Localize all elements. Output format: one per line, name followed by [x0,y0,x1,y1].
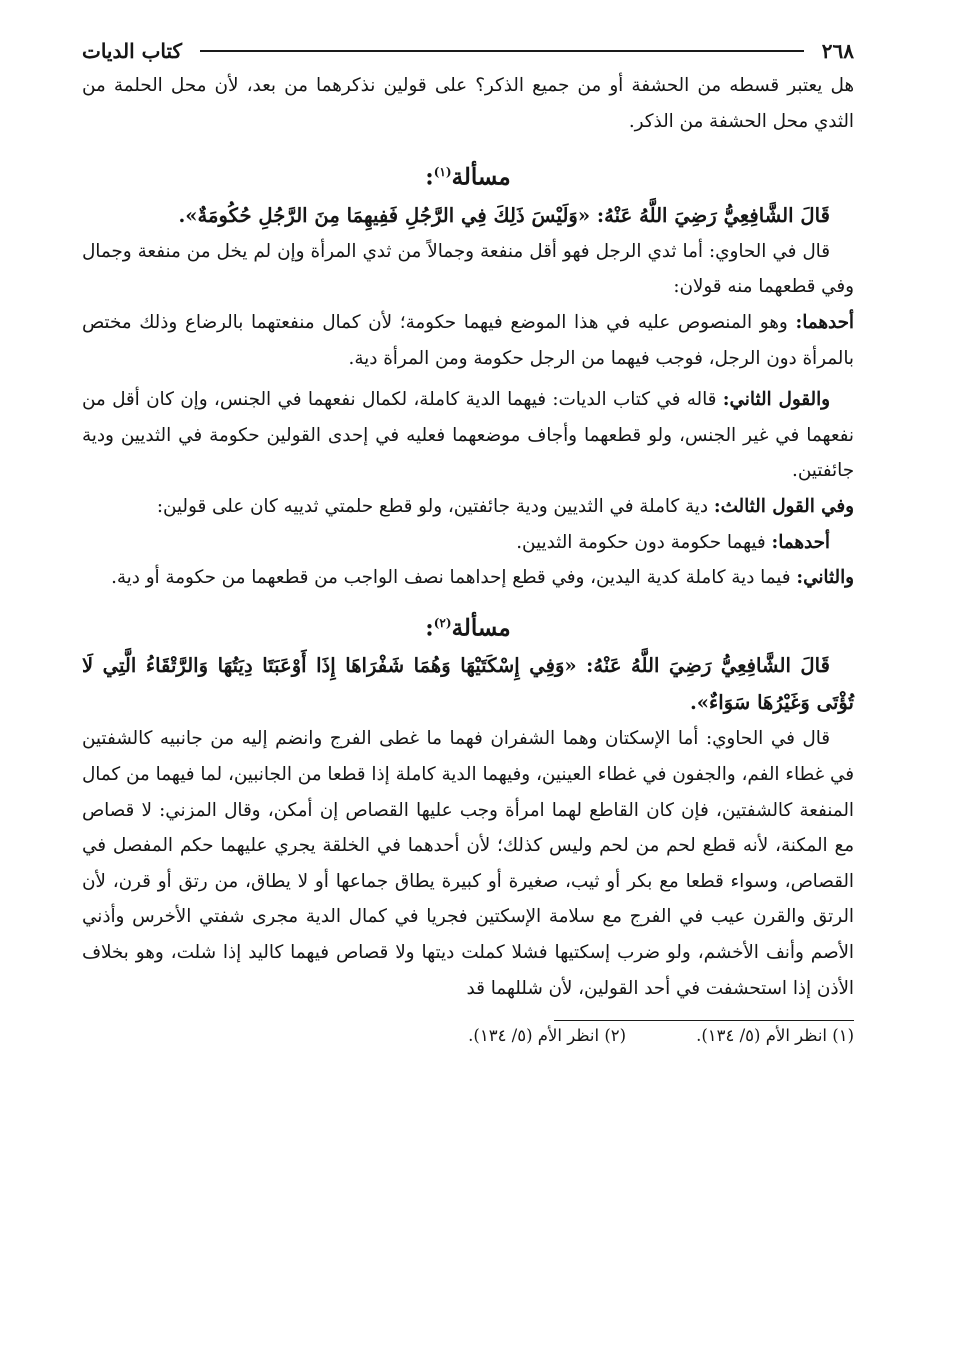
second-opinion-paragraph: والقول الثاني: قاله في كتاب الديات: فيهما الدية كاملة، لكمال نفعهما في الجنس، وإن كان أقل من نفعهما في غير الجنس، ولو قطعهما وأجاف موضعهما فعليه في إحدى القولين حكومة في الثديين ودية جائفتين. [82,389,854,482]
shafii-quote-1: قَالَ الشَّافِعِيُّ رَضِيَ اللَّهُ عَنْهُ: «وَلَيْسَ ذَلِكَ فِي الرَّجُلِ فَفِيهِمَا مِنَ الرَّجُلِ حُكُومَةٌ». [178,203,830,227]
intro-paragraph: هل يعتبر قسطه من الحشفة أو من جميع الذكر؟ على قولين نذكرهما من بعد، لأن محل الحلمة من الثدي محل الحشفة من الذكر. [82,75,854,132]
section-heading-2: مسألة$^{(٢)}$: [425,614,511,642]
nipple-second-label: والثاني: [796,567,854,589]
nipple-first-opinion: أحدهما: فيهما حكومة دون حكومة الثديين. [516,531,830,553]
section-heading-1: مسألة$^{(١)}$: [425,163,511,191]
header-rule [200,50,804,52]
first-opinion-label: أحدهما: [795,312,854,334]
page [82,34,854,1051]
footnote-2: (٢) انظر الأم (٥/ ١٣٤). [468,1026,627,1046]
hawi-paragraph-1: قال في الحاوي: أما ثدي الرجل فهو أقل منفعة وجمالاً من ثدي المرأة وإن لم يخل من منفعة وجمال وفي قطعهما منه قولان: [82,240,854,298]
footnote-ref-1[interactable]: (١) [433,165,452,180]
footnote-1: (١) انظر الأم (٥/ ١٣٤). [696,1026,854,1046]
shafii-quote-2: قَالَ الشَّافِعِيُّ رَضِيَ اللَّهُ عَنْهُ: «وَفِي إِسْكَتَيْهَا وَهُمَا شَفْرَاهَا إِذَا أَوْعَبَتَا دِيَتُهَا وَالرَّتْقَاءُ الَّتِي لَا تُؤْتَى وَغَيْرُهَا سَوَاءٌ». [82,654,854,715]
third-opinion-paragraph: وفي القول الثالث: دية كاملة في الثديين ودية جائفتين، ولو قطع حلمتي ثدييه كان على قولين: [156,496,854,517]
footnotes [82,1021,854,1051]
footnote-ref-2[interactable]: (٢) [433,615,452,630]
third-opinion-label: وفي القول الثالث: [713,496,854,517]
second-opinion-label: والقول الثاني: [722,389,830,411]
nipple-first-label: أحدهما: [771,531,830,553]
book-title: كتاب الديات [82,39,183,63]
page-number: ٢٦٨ [821,39,854,63]
first-opinion-paragraph: أحدهما: وهو المنصوص عليه في هذا الموضع فيهما حكومة؛ لأن كمال منفعتهما بالرضاع وذلك مختص بالمرأة دون الرجل، فوجب فيهما من الرجل حكومة ومن المرأة دية. [82,312,854,369]
hawi-paragraph-2: قال في الحاوي: أما الإسكتان وهما الشفران فهما ما غطى الفرج وانضم إليه من جانبيه كالشفتين في غطاء الفم، والجفون في غطاء العينين، وفيهما الدية كاملة إذا قطعا من الجانبين، لما فيهما من كمال المنفعة كالشفتين، فإن كان القاطع لهما امرأة وجب عليها القصاص إن أمكن، وقال المزني: لا قصاص مع المكنة، لأنه قطع لحم من لحم وليس كذلك؛ لأن أحدهما في الخلقة يجري عليهما حكم المفصل في القصاص، وسواء قطعا مع بكر أو ثيب، صغيرة أو كبيرة يطاق جماعها أو لا يطاق، من رتق أو قرن، لأن الرتق والقرن عيب في الفرج مع سلامة الإسكتين فجريا في كمال الدية مجرى شفتي الأخرس وأذني الأصم وأنف الأخشم، ولو ضرب إسكتيها فشلا كملت ديتها ولا قصاص فيهما كاليد إذا شلت، وهو بخلاف الأذن إذا استحشفت في أحد القولين، لأن شللهما قد [82,728,854,999]
running-header [82,34,854,68]
nipple-second-opinion: والثاني: فيما دية كاملة كدية اليدين، وفي قطع إحداهما نصف الواجب من قطعهما من حكومة أو دية. [111,567,854,589]
